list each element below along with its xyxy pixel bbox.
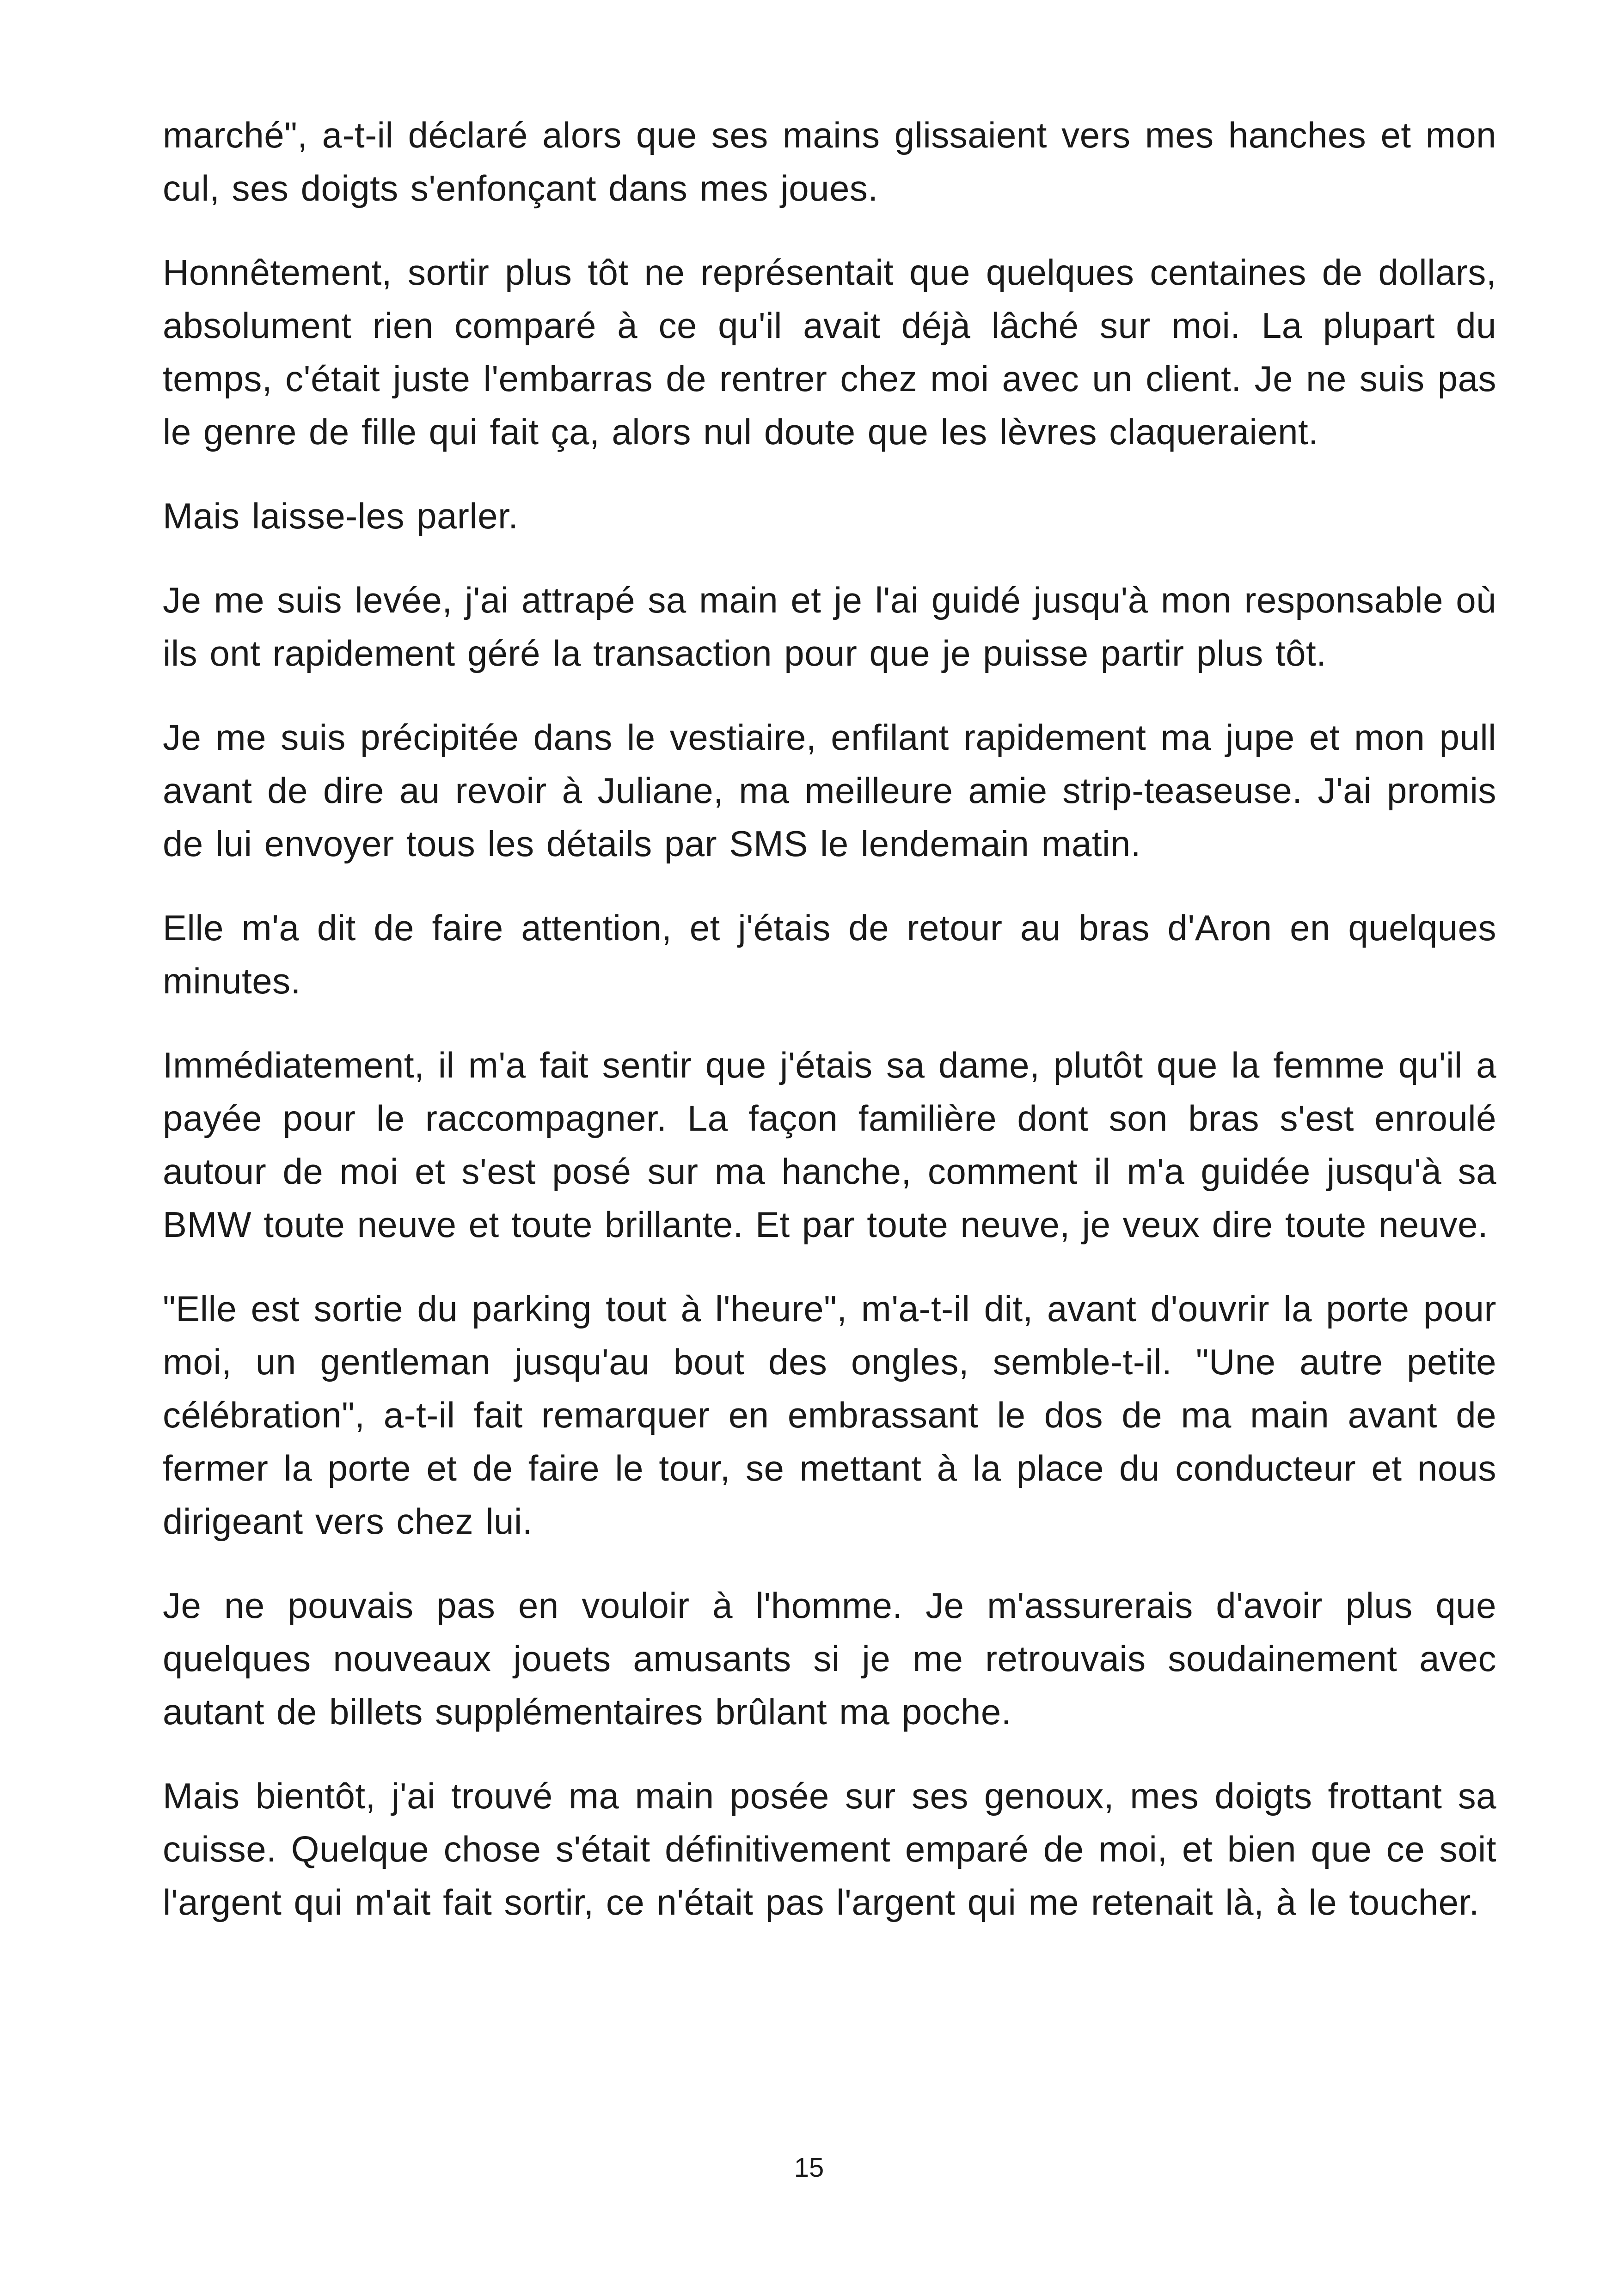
paragraph-9: Je ne pouvais pas en vouloir à l'homme. Je m'assurerais d'avoir plus que quelques nouveaux jouets amusants si je me retrouvais soudainement avec autant de billets supplémentaires brûlant ma poche. [163,1585,1496,1732]
paragraph-5: Je me suis précipitée dans le vestiaire, enfilant rapidement ma jupe et mon pull avant de dire au revoir à Juliane, ma meilleure amie strip-teaseuse. J'ai promis de lui envoyer tous les détails par SMS le lendemain matin. [163,717,1496,864]
paragraph-2: Honnêtement, sortir plus tôt ne représentait que quelques centaines de dollars, absolument rien comparé à ce qu'il avait déjà lâché sur moi. La plupart du temps, c'était juste l'embarras de rentrer chez moi avec un client. Je ne suis pas le genre de fille qui fait ça, alors nul doute que les lèvres claqueraient. [163,252,1496,452]
paragraph-3: Mais laisse-les parler. [163,496,519,536]
paragraph-10: Mais bientôt, j'ai trouvé ma main posée sur ses genoux, mes doigts frottant sa cuisse. Quelque chose s'était définitivement emparé de moi, et bien que ce soit l'argent qui m'ait fait sortir, ce n'était pas l'argent qui me retenait là, à le toucher. [163,1776,1496,1923]
page-body [163,109,1496,1960]
page-number: 15 [794,2153,824,2183]
paragraph-8: "Elle est sortie du parking tout à l'heure", m'a-t-il dit, avant d'ouvrir la porte pour moi, un gentleman jusqu'au bout des ongles, semble-t-il. "Une autre petite célébration", a-t-il fait remarquer en embrassant le dos de ma main avant de fermer la porte et de faire le tour, se mettant à la place du conducteur et nous dirigeant vers chez lui. [163,1288,1496,1542]
paragraph-1: marché", a-t-il déclaré alors que ses mains glissaient vers mes hanches et mon cul, ses doigts s'enfonçant dans mes joues. [163,115,1496,208]
paragraph-6: Elle m'a dit de faire attention, et j'étais de retour au bras d'Aron en quelques minutes. [163,907,1496,1001]
paragraph-7: Immédiatement, il m'a fait sentir que j'étais sa dame, plutôt que la femme qu'il a payée pour le raccompagner. La façon familière dont son bras s'est enroulé autour de moi et s'est posé sur ma hanche, comment il m'a guidée jusqu'à sa BMW toute neuve et toute brillante. Et par toute neuve, je veux dire toute neuve. [163,1045,1496,1245]
paragraph-4: Je me suis levée, j'ai attrapé sa main et je l'ai guidé jusqu'à mon responsable où ils ont rapidement géré la transaction pour que je puisse partir plus tôt. [163,580,1496,673]
